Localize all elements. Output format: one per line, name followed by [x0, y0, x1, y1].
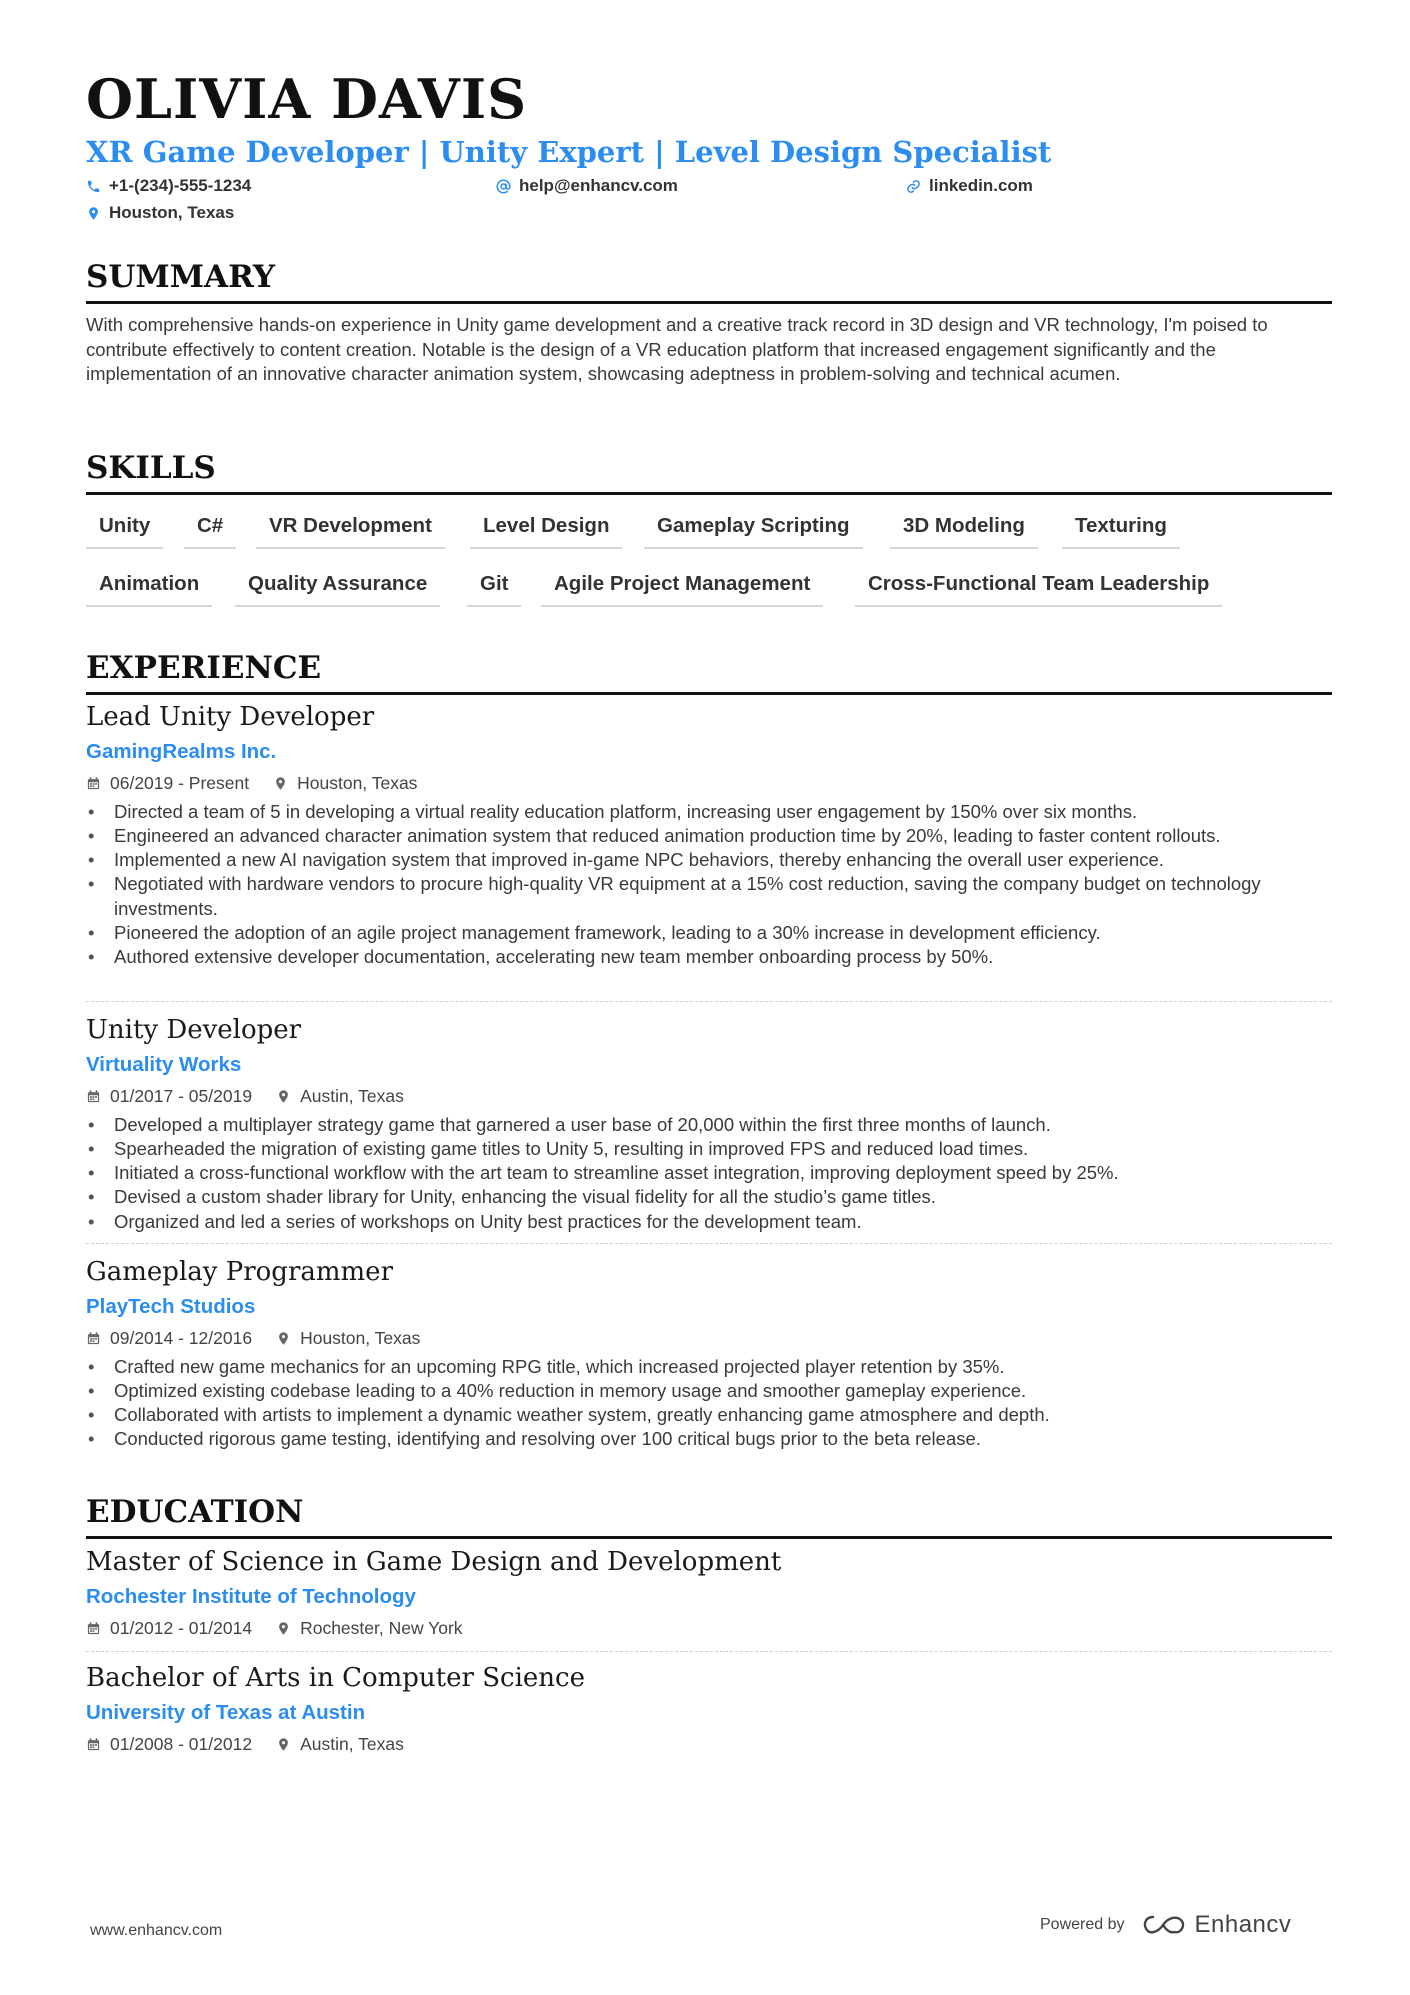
- skill-tag: Animation: [86, 574, 212, 607]
- job-location: Houston, Texas: [273, 773, 417, 794]
- education-meta: [86, 1735, 1332, 1755]
- company-name[interactable]: Virtuality Works: [86, 1053, 242, 1076]
- linkedin-text: linkedin.com: [929, 176, 1033, 195]
- job-title: Gameplay Programmer: [86, 1257, 393, 1287]
- candidate-tagline: XR Game Developer | Unity Expert | Level Design Specialist: [86, 135, 1052, 169]
- footer-website[interactable]: www.enhancv.com: [90, 1922, 223, 1939]
- skill-tag: Agile Project Management: [541, 574, 823, 607]
- education-location: Austin, Texas: [276, 1734, 404, 1755]
- job-title: Unity Developer: [86, 1015, 302, 1045]
- list-item: • Negotiated with hardware vendors to procure high-quality VR equipment at a 15% cost reduction, saving the company budget on technology investments.: [86, 872, 1332, 921]
- job-dates: 09/2014 - 12/2016: [86, 1328, 252, 1349]
- education-dates: 01/2012 - 01/2014: [86, 1618, 252, 1639]
- link-icon: [906, 179, 921, 194]
- phone-icon: [86, 179, 101, 194]
- summary-text: With comprehensive hands-on experience in Unity game development and a creative track record in 3D design and VR technology, I'm poised to contribute effectively to content creation. Notable is the design of a VR education platform that increased engagement significantly and the implementation of an innovative character animation system, showcasing adeptness in problem-solving and technical acumen.: [86, 314, 1268, 384]
- list-item: • Pioneered the adoption of an agile project management framework, leading to a 30% increase in development efficiency.: [86, 921, 1332, 945]
- brand-name: Enhancv: [1194, 1911, 1292, 1938]
- contact-linkedin[interactable]: [906, 176, 1033, 196]
- company-name[interactable]: GamingRealms Inc.: [86, 740, 277, 763]
- job-dates: 06/2019 - Present: [86, 773, 249, 794]
- list-item: • Crafted new game mechanics for an upcoming RPG title, which increased projected player retention by 35%.: [86, 1355, 1332, 1379]
- skill-tag: Git: [467, 574, 521, 607]
- calendar-icon: [86, 1331, 101, 1346]
- education-entry: [86, 1549, 1332, 1639]
- education-dates: 01/2008 - 01/2012: [86, 1734, 252, 1755]
- powered-by-text: Powered by: [1040, 1916, 1125, 1933]
- location-text: Houston, Texas: [109, 203, 235, 222]
- skill-tag: Unity: [86, 516, 163, 549]
- list-item: • Collaborated with artists to implement a dynamic weather system, greatly enhancing game atmosphere and depth.: [86, 1403, 1332, 1427]
- location-pin-icon: [276, 1737, 291, 1752]
- list-item: • Engineered an advanced character animation system that reduced animation production time by 20%, leading to faster content rollouts.: [86, 824, 1332, 848]
- job-location: Austin, Texas: [276, 1086, 404, 1107]
- education-location: Rochester, New York: [276, 1618, 462, 1639]
- job-meta: [86, 1087, 1332, 1107]
- education-heading: EDUCATION: [86, 1497, 1332, 1539]
- skill-tag: VR Development: [256, 516, 445, 549]
- entry-divider: [86, 1651, 1332, 1652]
- degree-title: Master of Science in Game Design and Development: [86, 1547, 782, 1577]
- footer-brand: [1040, 1911, 1291, 1939]
- list-item: • Devised a custom shader library for Unity, enhancing the visual fidelity for all the studio’s game titles.: [86, 1185, 1332, 1209]
- list-item: • Authored extensive developer documentation, accelerating new team member onboarding process by 50%.: [86, 945, 1332, 969]
- calendar-icon: [86, 1621, 101, 1636]
- list-item: • Organized and led a series of workshops on Unity best practices for the development team.: [86, 1210, 1332, 1234]
- skill-tag: Level Design: [470, 516, 622, 549]
- experience-heading: EXPERIENCE: [86, 653, 1332, 695]
- enhancv-logo-icon: [1141, 1913, 1187, 1937]
- list-item: • Conducted rigorous game testing, identifying and resolving over 100 critical bugs prior to the beta release.: [86, 1427, 1332, 1451]
- candidate-name: OLIVIA DAVIS: [86, 67, 528, 131]
- list-item: • Implemented a new AI navigation system that improved in-game NPC behaviors, thereby enhancing the overall user experience.: [86, 848, 1332, 872]
- location-pin-icon: [86, 206, 101, 221]
- skills-heading: SKILLS: [86, 453, 1332, 495]
- education-meta: [86, 1619, 1332, 1639]
- experience-entry: [86, 1259, 1332, 1452]
- location-pin-icon: [276, 1621, 291, 1636]
- enhancv-logo[interactable]: [1141, 1911, 1292, 1939]
- skill-tag: Quality Assurance: [235, 574, 440, 607]
- skill-tag: Cross-Functional Team Leadership: [855, 574, 1222, 607]
- skill-tag: Texturing: [1062, 516, 1180, 549]
- entry-divider: [86, 1001, 1332, 1002]
- job-meta: [86, 774, 1332, 794]
- entry-divider: [86, 1243, 1332, 1244]
- email-text: help@enhancv.com: [519, 176, 678, 195]
- calendar-icon: [86, 1737, 101, 1752]
- list-item: • Developed a multiplayer strategy game that garnered a user base of 20,000 within the first three months of launch.: [86, 1113, 1332, 1137]
- calendar-icon: [86, 1089, 101, 1104]
- school-name[interactable]: University of Texas at Austin: [86, 1701, 366, 1724]
- at-sign-icon: [496, 179, 511, 194]
- school-name[interactable]: Rochester Institute of Technology: [86, 1585, 416, 1608]
- skill-tag: C#: [184, 516, 236, 549]
- job-meta: [86, 1329, 1332, 1349]
- job-title: Lead Unity Developer: [86, 702, 375, 732]
- location-pin-icon: [273, 776, 288, 791]
- calendar-icon: [86, 776, 101, 791]
- location-pin-icon: [276, 1089, 291, 1104]
- contact-phone[interactable]: [86, 176, 251, 196]
- list-item: • Optimized existing codebase leading to a 40% reduction in memory usage and smoother gameplay experience.: [86, 1379, 1332, 1403]
- job-location: Houston, Texas: [276, 1328, 420, 1349]
- skill-tag: 3D Modeling: [890, 516, 1038, 549]
- experience-entry: [86, 704, 1332, 970]
- contact-location: [86, 203, 234, 223]
- list-item: • Initiated a cross-functional workflow with the art team to streamline asset integration, improving deployment speed by 25%.: [86, 1161, 1332, 1185]
- list-item: • Directed a team of 5 in developing a virtual reality education platform, increasing user engagement by 150% over six months.: [86, 800, 1332, 824]
- skill-tag: Gameplay Scripting: [644, 516, 863, 549]
- list-item: • Spearheaded the migration of existing game titles to Unity 5, resulting in improved FPS and reduced load times.: [86, 1137, 1332, 1161]
- degree-title: Bachelor of Arts in Computer Science: [86, 1663, 585, 1693]
- location-pin-icon: [276, 1331, 291, 1346]
- contact-email[interactable]: [496, 176, 678, 196]
- experience-entry: [86, 1017, 1332, 1234]
- company-name[interactable]: PlayTech Studios: [86, 1295, 256, 1318]
- job-bullets: [86, 800, 1332, 970]
- summary-heading: SUMMARY: [86, 262, 1332, 304]
- job-dates: 01/2017 - 05/2019: [86, 1086, 252, 1107]
- job-bullets: [86, 1355, 1332, 1452]
- job-bullets: [86, 1113, 1332, 1234]
- education-entry: [86, 1665, 1332, 1755]
- phone-text: +1-(234)-555-1234: [109, 176, 252, 195]
